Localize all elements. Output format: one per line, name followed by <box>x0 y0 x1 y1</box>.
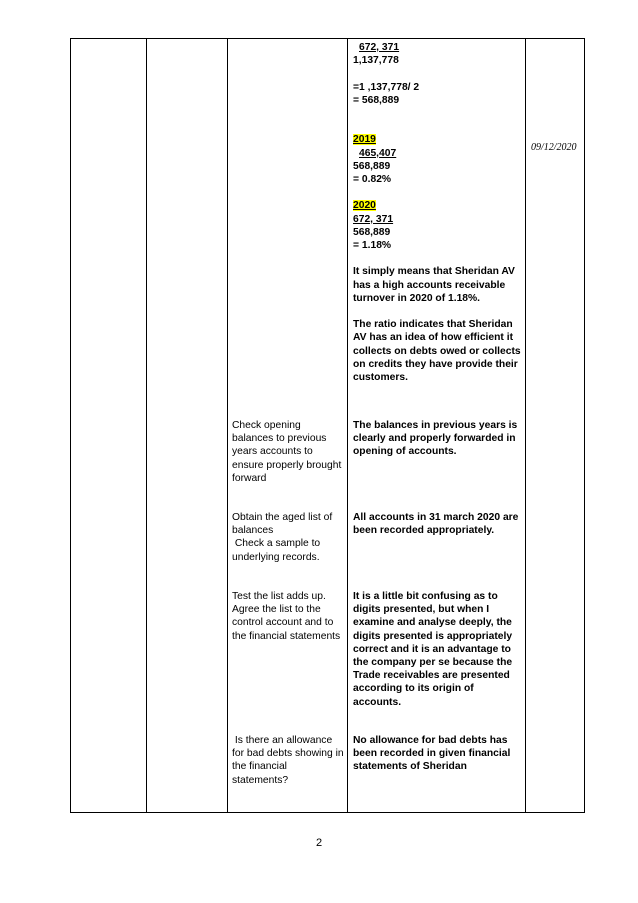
procedure-cell: Is there an allowance for bad debts showing in the financial statements? <box>232 735 347 786</box>
table-col-border <box>347 38 348 813</box>
calc-line: =1 ,137,778/ 2 <box>353 81 420 93</box>
procedure-cell: Test the list adds up. Agree the list to the control account and to the financial statements <box>232 591 341 642</box>
year-2020-label: 2020 <box>353 200 376 212</box>
table-col-border <box>584 38 585 813</box>
finding-cell: All accounts in 31 march 2020 are been recorded appropriately. <box>353 512 519 537</box>
calc-line: 568,889 <box>353 226 391 238</box>
ratio-2020-result: = 1.18% <box>353 239 392 251</box>
procedure-cell <box>232 511 342 564</box>
ratio-calculation <box>353 41 521 384</box>
table-col-border <box>227 38 228 813</box>
ratio-2019-result: = 0.82% <box>353 173 392 185</box>
procedure-line: Check a sample to underlying records. <box>232 538 324 563</box>
calc-line: 672, 371 <box>353 213 394 225</box>
calc-line: 1,137,778 <box>353 55 399 67</box>
interpretation-paragraph: It simply means that Sheridan AV has a high accounts receivable turnover in 2020 of 1.18%. <box>353 266 515 304</box>
year-2019-label: 2019 <box>353 134 376 146</box>
interpretation-paragraph: The ratio indicates that Sheridan AV has an idea of how efficient it collects on debts owed or collects on credits they have provide their customers. <box>353 319 521 383</box>
sign-off-date: 09/12/2020 <box>531 142 577 153</box>
calc-line: = 568,889 <box>353 94 400 106</box>
table-col-border <box>146 38 147 813</box>
finding-cell: It is a little bit confusing as to digits presented, but when I examine and analyse deeply, the digits presented is appropriately correct and it is an advantage to the company per se because the Trade receivables are presented according to its origin of accounts. <box>353 591 513 708</box>
calc-line: 465,407 <box>359 147 397 159</box>
procedure-line: Obtain the aged list of balances <box>232 512 333 537</box>
finding-cell: The balances in previous years is clearly and properly forwarded in opening of accounts. <box>353 420 518 458</box>
calc-line: 672, 371 <box>359 42 400 53</box>
calc-line: 568,889 <box>353 160 391 172</box>
table-col-border <box>525 38 526 813</box>
table-col-border <box>70 38 71 813</box>
table-top-border <box>70 38 584 39</box>
page-number: 2 <box>315 837 323 849</box>
table-bottom-border <box>70 812 584 813</box>
finding-cell: No allowance for bad debts has been recorded in given financial statements of Sheridan <box>353 735 511 773</box>
procedure-cell: Check opening balances to previous years accounts to ensure properly brought forward <box>232 420 342 484</box>
